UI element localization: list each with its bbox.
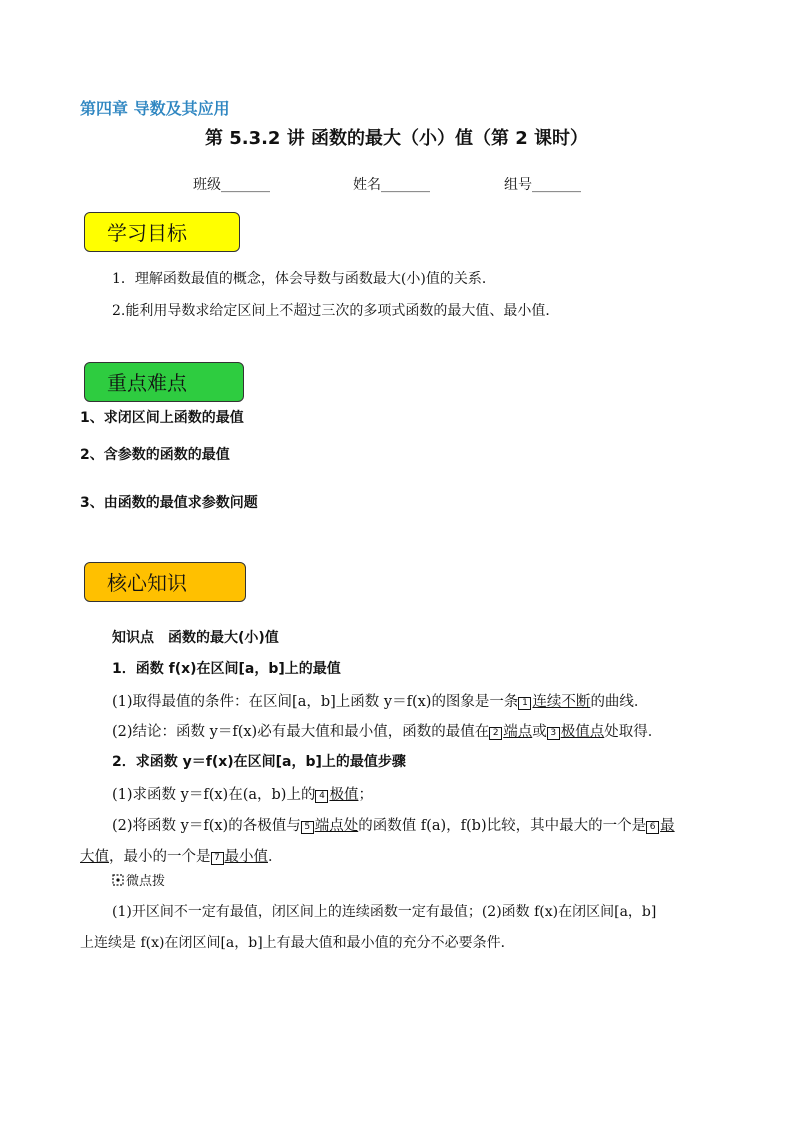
key-points-badge: 重点难点 bbox=[84, 362, 244, 402]
blank-number-2: 2 bbox=[489, 727, 502, 740]
blank-number-4: 4 bbox=[315, 790, 328, 803]
answer-7-text: 最小值 bbox=[224, 849, 268, 865]
answer-6-start bbox=[646, 818, 675, 834]
line-condition-text: (1)取得最值的条件：在区间[a，b]上函数 y＝f(x)的图象是一条 bbox=[112, 694, 519, 710]
line-step-1 bbox=[112, 783, 373, 804]
tip-line-1: (1)开区间不一定有最值，闭区间上的连续函数一定有最值；(2)函数 f(x)在闭区间[a，b] bbox=[112, 904, 657, 920]
tip-header bbox=[112, 870, 165, 889]
name-field: 姓名_______ bbox=[353, 177, 430, 193]
answer-1-text: 连续不断 bbox=[532, 694, 591, 710]
line-conclusion-text: (2)结论：函数 y＝f(x)必有最大值和最小值，函数的最值在 bbox=[112, 724, 490, 740]
answer-3 bbox=[547, 724, 605, 740]
section-1-title: 1．函数 f(x)在区间[a，b]上的最值 bbox=[112, 661, 341, 677]
objective-item-2: 2.能利用导数求给定区间上不超过三次的多项式函数的最大值、最小值． bbox=[112, 303, 560, 319]
key-point-2: 2、含参数的函数的最值 bbox=[80, 447, 230, 463]
tip-line-2: 上连续是 f(x)在闭区间[a，b]上有最大值和最小值的充分不必要条件． bbox=[80, 935, 515, 951]
class-field: 班级_______ bbox=[193, 177, 270, 193]
knowledge-point-title: 知识点 函数的最大(小)值 bbox=[112, 630, 279, 646]
line-step-1-text: (1)求函数 y＝f(x)在(a，b)上的 bbox=[112, 787, 316, 803]
blank-number-6: 6 bbox=[646, 821, 659, 834]
line-conclusion-end: 处取得． bbox=[604, 724, 663, 740]
line-step-2-cont bbox=[80, 845, 283, 866]
line-conclusion bbox=[112, 720, 662, 741]
objective-item-1: 1．理解函数最值的概念，体会导数与函数最大(小)值的关系． bbox=[112, 271, 496, 287]
answer-5 bbox=[301, 818, 359, 834]
answer-3-text: 极值点 bbox=[560, 724, 605, 740]
blank-number-1: 1 bbox=[518, 697, 531, 710]
line-condition bbox=[112, 690, 648, 711]
answer-2 bbox=[489, 724, 532, 740]
answer-2-text: 端点 bbox=[503, 724, 533, 740]
answer-6b-text: 大值 bbox=[80, 849, 109, 865]
line-step-1-end: ； bbox=[358, 787, 373, 803]
answer-7 bbox=[211, 849, 269, 865]
answer-6a-text: 最 bbox=[660, 818, 675, 834]
group-field: 组号_______ bbox=[504, 177, 581, 193]
answer-4 bbox=[315, 787, 358, 803]
blank-number-5: 5 bbox=[301, 821, 314, 834]
section-2-title: 2．求函数 y＝f(x)在区间[a，b]上的最值步骤 bbox=[112, 754, 406, 770]
key-point-3: 3、由函数的最值求参数问题 bbox=[80, 495, 258, 511]
line-condition-end: 的曲线． bbox=[590, 694, 649, 710]
answer-1 bbox=[518, 694, 590, 710]
tip-icon bbox=[112, 874, 124, 886]
objectives-badge: 学习目标 bbox=[84, 212, 240, 252]
line-conclusion-or: 或 bbox=[532, 724, 547, 740]
chapter-heading: 第四章 导数及其应用 bbox=[80, 99, 230, 118]
answer-5-text: 端点处 bbox=[314, 818, 359, 834]
line-step-2-cont-end: ． bbox=[268, 849, 283, 865]
blank-number-7: 7 bbox=[211, 852, 224, 865]
blank-number-3: 3 bbox=[547, 727, 560, 740]
tip-label: 微点拨 bbox=[126, 874, 166, 889]
lesson-title: 第 5.3.2 讲 函数的最大（小）值（第 2 课时） bbox=[204, 128, 589, 149]
core-knowledge-badge: 核心知识 bbox=[84, 562, 246, 602]
answer-4-text: 极值 bbox=[329, 787, 359, 803]
line-step-2-mid: 的函数值 f(a)，f(b)比较，其中最大的一个是 bbox=[358, 818, 647, 834]
line-step-2 bbox=[112, 814, 675, 835]
key-point-1: 1、求闭区间上函数的最值 bbox=[80, 410, 244, 426]
line-step-2-text: (2)将函数 y＝f(x)的各极值与 bbox=[112, 818, 301, 834]
line-step-2-cont-text: ，最小的一个是 bbox=[109, 849, 211, 865]
